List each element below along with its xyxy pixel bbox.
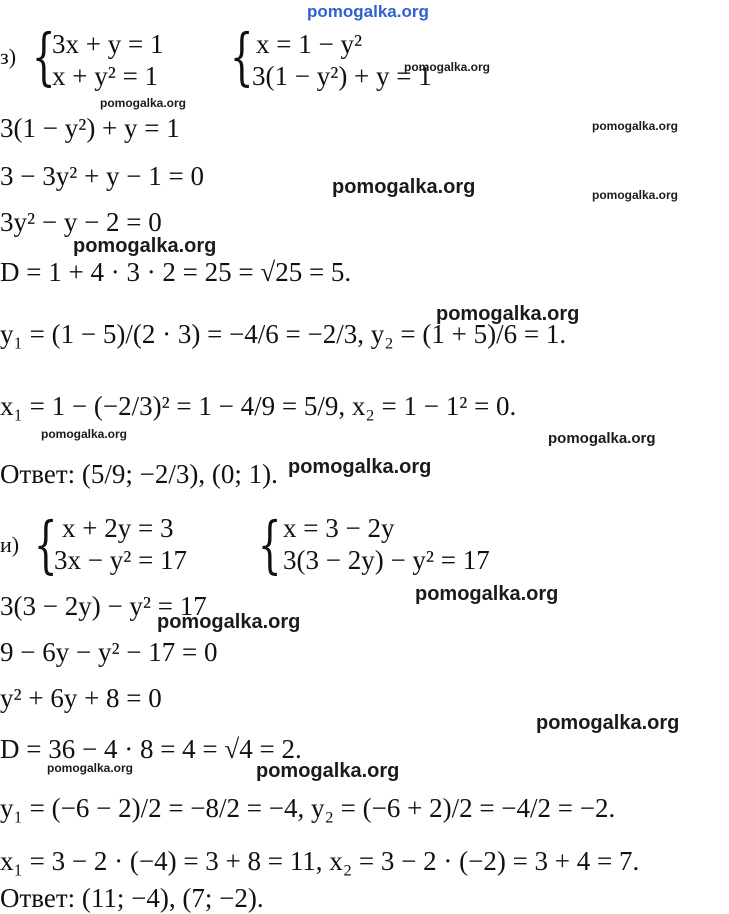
step-line: 9 − 6y − y² − 17 = 0	[0, 637, 218, 667]
watermark: pomogalka.org	[100, 96, 187, 110]
watermark: pomogalka.org	[592, 188, 679, 202]
watermark: pomogalka.org	[47, 761, 134, 775]
watermark: pomogalka.org	[73, 235, 217, 257]
discriminant-line: D = 36 − 4 · 8 = 4 = √4 = 2.	[0, 734, 302, 764]
step-line: 3y² − y − 2 = 0	[0, 207, 162, 237]
watermark: pomogalka.org	[592, 119, 679, 133]
part-i-label: и)	[0, 532, 20, 557]
system-brace: {	[229, 20, 254, 93]
discriminant-line: D = 1 + 4 · 3 · 2 = 25 = √25 = 5.	[0, 257, 352, 287]
system1-eq2: x + y² = 1	[52, 61, 159, 91]
roots-x-line: x₁ = 3 − 2 · (−4) = 3 + 8 = 11, x₂ = 3 − 2 · (−2) = 3 + 4 = 7.	[0, 846, 640, 876]
step-line: 3 − 3y² + y − 1 = 0	[0, 161, 205, 191]
system-brace: {	[31, 20, 56, 93]
part-z-label: з)	[0, 44, 17, 69]
watermark: pomogalka.org	[41, 427, 128, 441]
watermark: pomogalka.org	[404, 60, 491, 74]
watermark: pomogalka.org	[288, 456, 432, 478]
step-line: y² + 6y + 8 = 0	[0, 683, 162, 713]
system2-eq1: x = 1 − y²	[256, 29, 363, 59]
watermark: pomogalka.org	[548, 430, 656, 447]
step-line: 3(3 − 2y) − y² = 17	[0, 591, 207, 621]
system2-eq2: 3(3 − 2y) − y² = 17	[283, 545, 490, 575]
step-line: 3(1 − y²) + y = 1	[0, 113, 180, 143]
system1-eq1: 3x + y = 1	[52, 29, 164, 59]
watermark: pomogalka.org	[157, 611, 301, 633]
watermark: pomogalka.org	[436, 303, 580, 325]
roots-x-line: x₁ = 1 − (−2/3)² = 1 − 4/9 = 5/9, x₂ = 1 − 1² = 0.	[0, 391, 517, 421]
watermark: pomogalka.org	[415, 583, 559, 605]
answer-line: Ответ: (5/9; −2/3), (0; 1).	[0, 459, 278, 489]
system1-eq1: x + 2y = 3	[62, 513, 174, 543]
watermark-top: pomogalka.org	[307, 2, 429, 21]
system-brace: {	[33, 508, 58, 581]
answer-line: Ответ: (11; −4), (7; −2).	[0, 883, 264, 913]
watermark: pomogalka.org	[536, 712, 680, 734]
system-brace: {	[257, 508, 282, 581]
system1-eq2: 3x − y² = 17	[54, 545, 188, 575]
roots-y-line: y₁ = (1 − 5)/(2 · 3) = −4/6 = −2/3, y₂ = (1 + 5)/6 = 1.	[0, 319, 567, 349]
system2-eq2: 3(1 − y²) + y = 1	[252, 61, 432, 91]
watermark: pomogalka.org	[256, 760, 400, 782]
watermark: pomogalka.org	[332, 176, 476, 198]
system2-eq1: x = 3 − 2y	[283, 513, 395, 543]
roots-y-line: y₁ = (−6 − 2)/2 = −8/2 = −4, y₂ = (−6 + 2)/2 = −4/2 = −2.	[0, 793, 616, 823]
